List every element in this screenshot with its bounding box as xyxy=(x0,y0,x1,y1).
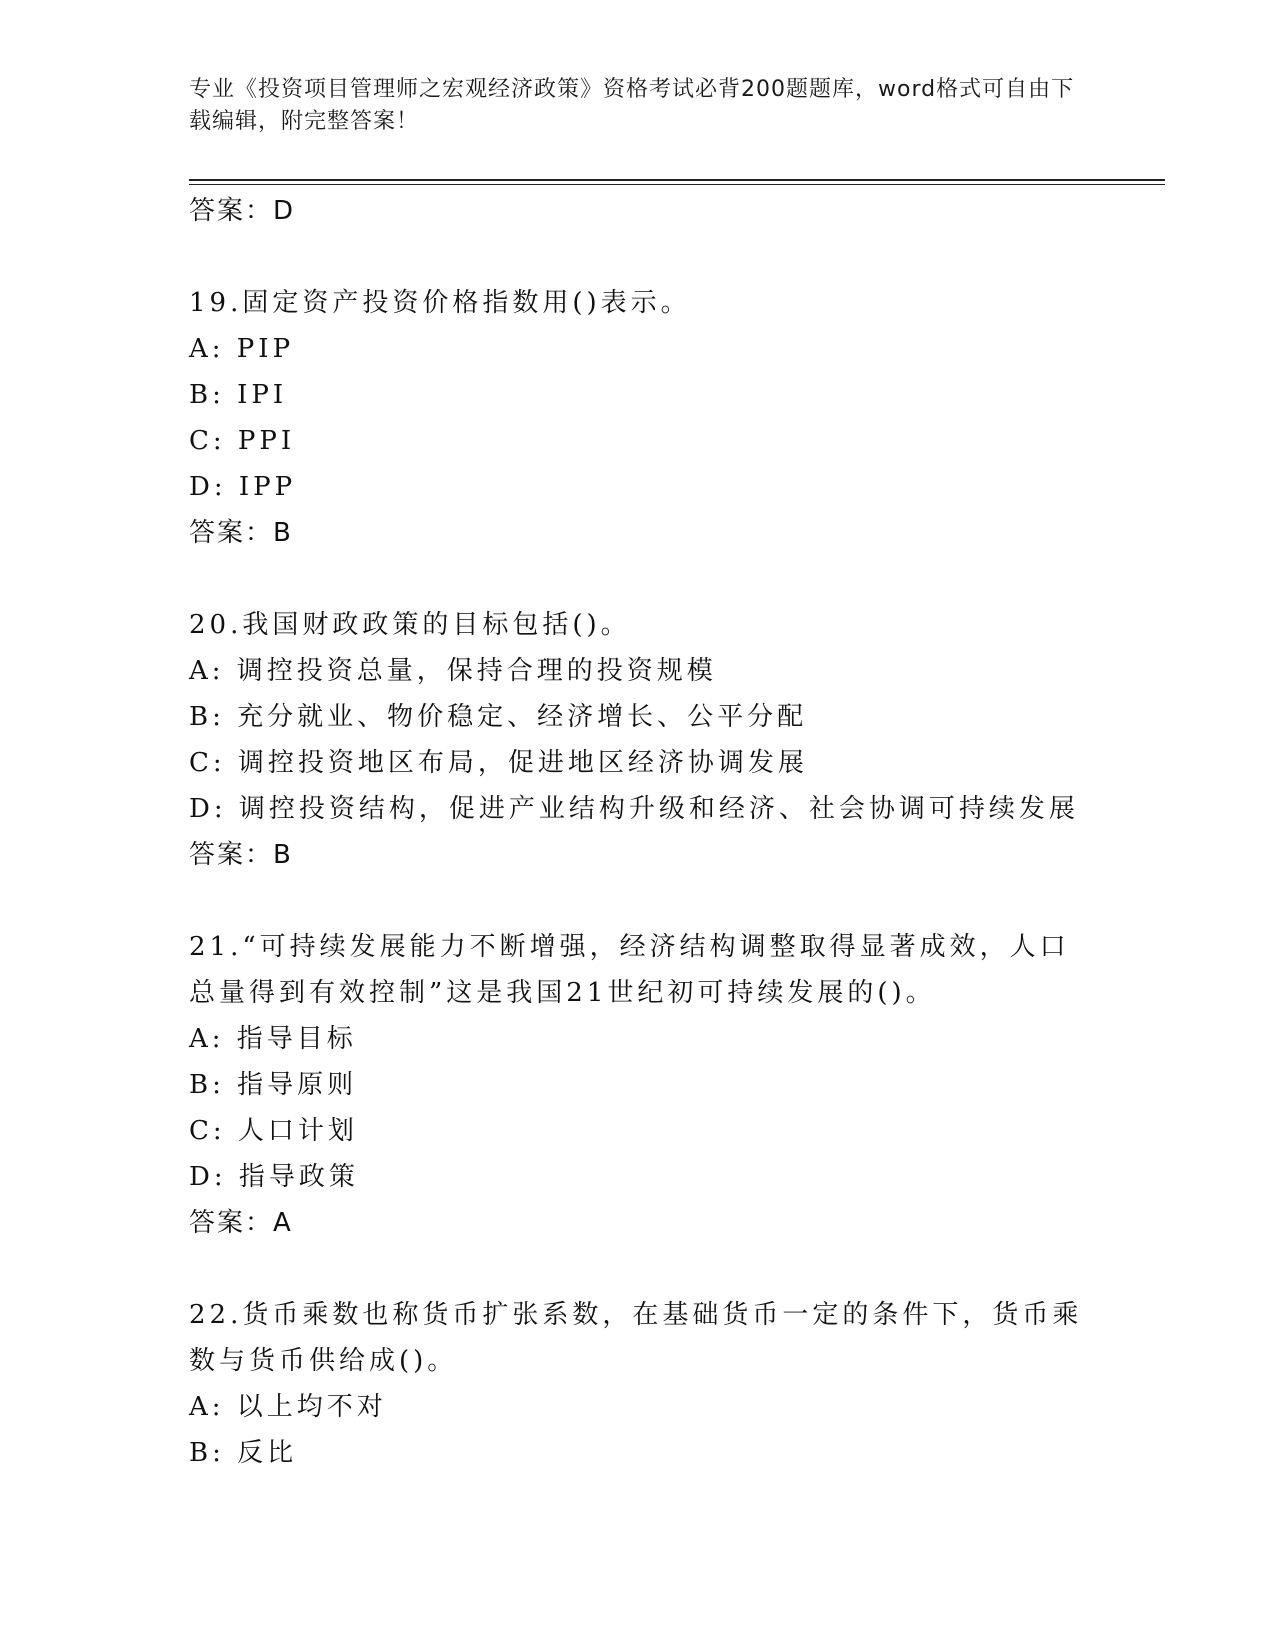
question-19 xyxy=(189,280,1089,556)
question-stem: 19.固定资产投资价格指数用()表示。 xyxy=(189,288,691,318)
option-d: D: 指导政策 xyxy=(189,1162,359,1192)
question-stem: 20.我国财政政策的目标包括()。 xyxy=(189,610,631,640)
option-b: B: 充分就业、物价稳定、经济增长、公平分配 xyxy=(189,702,808,732)
option-a: A: 调控投资总量，保持合理的投资规模 xyxy=(189,656,717,686)
option-b: B: 反比 xyxy=(189,1438,298,1468)
question-20 xyxy=(189,602,1089,878)
option-c: C: PPI xyxy=(189,426,296,456)
header-divider-bottom xyxy=(189,184,1165,185)
question-stem: 22.货币乘数也称货币扩张系数，在基础货币一定的条件下，货币乘数与货币供给成()。 xyxy=(189,1300,1083,1376)
header-divider-top xyxy=(189,179,1165,181)
option-a: A: 以上均不对 xyxy=(189,1392,387,1422)
option-d: D: 调控投资结构，促进产业结构升级和经济、社会协调可持续发展 xyxy=(189,794,1079,824)
answer-line: 答案：A xyxy=(189,1208,293,1238)
option-a: A: 指导目标 xyxy=(189,1024,357,1054)
question-22 xyxy=(189,1292,1089,1476)
document-header: 专业《投资项目管理师之宏观经济政策》资格考试必背200题题库，word格式可自由下载编辑，附完整答案！ xyxy=(189,77,1075,134)
option-d: D: IPP xyxy=(189,472,297,502)
question-stem: 21.“可持续发展能力不断增强，经济结构调整取得显著成效，人口总量得到有效控制”这是我国21世纪初可持续发展的()。 xyxy=(189,932,1070,1008)
answer-line: 答案：B xyxy=(189,518,293,548)
option-b: B: IPI xyxy=(189,380,288,410)
question-21 xyxy=(189,924,1089,1246)
answer-line: 答案：B xyxy=(189,840,293,870)
answer-line: 答案：D xyxy=(189,196,296,226)
option-b: B: 指导原则 xyxy=(189,1070,358,1100)
option-a: A: PIP xyxy=(189,334,295,364)
option-c: C: 调控投资地区布局，促进地区经济协调发展 xyxy=(189,748,808,778)
question-list xyxy=(189,188,1089,1476)
option-c: C: 人口计划 xyxy=(189,1116,358,1146)
